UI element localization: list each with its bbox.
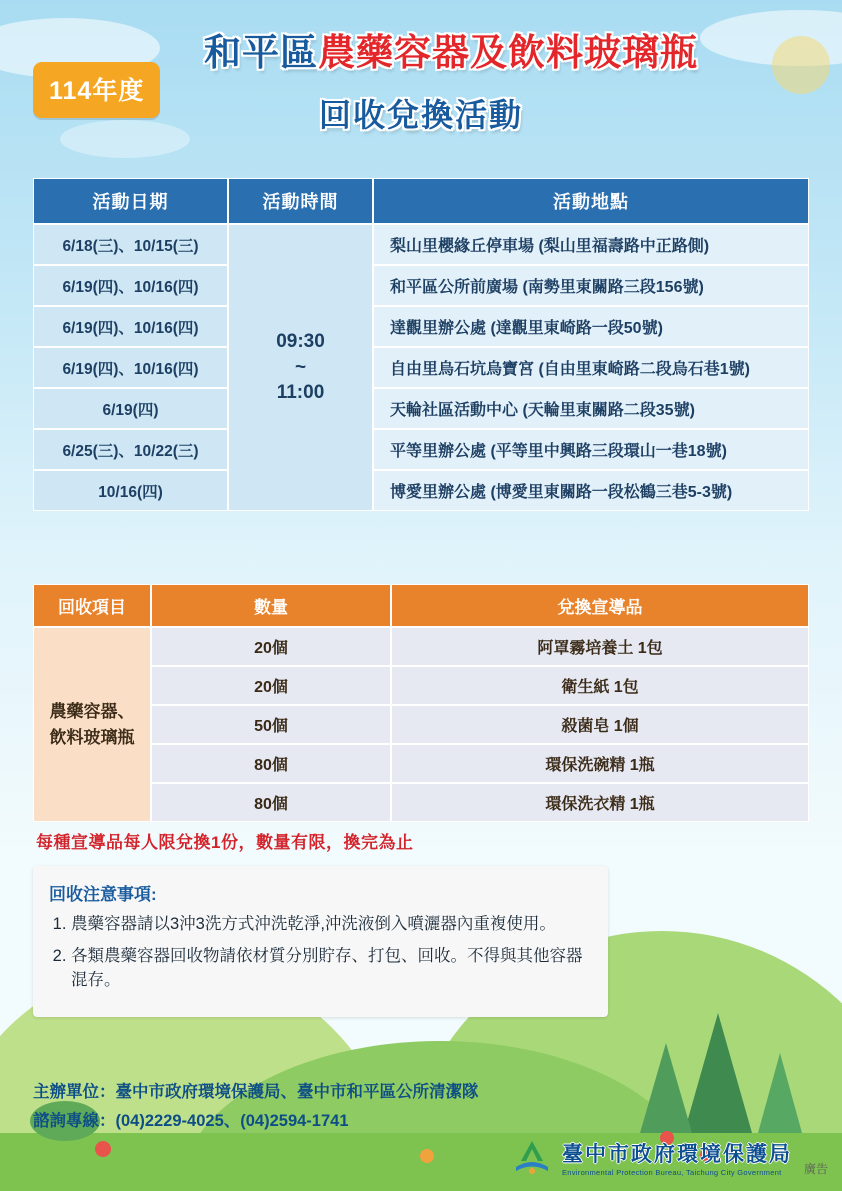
schedule-col-date: 活動日期: [33, 178, 228, 224]
year-badge: 114年度: [33, 62, 160, 118]
exchange-limit-note: 每種宣導品每人限兌換1份，數量有限，換完為止: [36, 833, 414, 852]
schedule-place: 天輪社區活動中心 (天輪里東關路二段35號): [373, 388, 809, 429]
ad-label: 廣告: [803, 1162, 828, 1176]
list-item: 1. 農藥容器請以3沖3洗方式沖洗乾淨,沖洗液倒入噴灑器內重複使用。: [71, 913, 592, 937]
schedule-date: 6/19(四)、10/16(四): [33, 347, 228, 388]
items-header-row: [33, 584, 809, 627]
items-gift: 殺菌皂 1個: [391, 705, 809, 744]
table-row: [33, 347, 809, 388]
items-qty: 20個: [151, 666, 391, 705]
schedule-date: 10/16(四): [33, 470, 228, 511]
items-col-gift: 兌換宣導品: [391, 584, 809, 627]
schedule-time-end: 11:00: [276, 382, 325, 404]
items-qty: 80個: [151, 744, 391, 783]
items-gift: 衛生紙 1包: [391, 666, 809, 705]
table-row: [33, 265, 809, 306]
logo-title-en: Environmental Protection Bureau, Taichung City Government: [561, 1167, 782, 1177]
notice-list: [49, 913, 592, 993]
page-title: [60, 22, 842, 76]
schedule-header-row: [33, 178, 809, 224]
exchange-items-table: [33, 584, 809, 822]
table-row: [33, 429, 809, 470]
title-part-pesticide: 農藥容器及: [318, 32, 508, 73]
notice-title: 回收注意事項:: [49, 885, 157, 904]
notice-box: [33, 866, 608, 1017]
schedule-date: 6/19(四): [33, 388, 228, 429]
items-gift: 環保洗碗精 1瓶: [391, 744, 809, 783]
tree-decoration: [684, 1013, 752, 1133]
table-row: [33, 224, 809, 265]
items-gift: 阿罩霧培養土 1包: [391, 627, 809, 666]
flower-decoration: [95, 1141, 111, 1157]
items-col-category: 回收項目: [33, 584, 151, 627]
logo-title-zh: 臺中市政府環境保護局: [561, 1142, 792, 1166]
flower-decoration: [420, 1149, 434, 1163]
table-row: [33, 388, 809, 429]
items-category-line2: 飲料玻璃瓶: [49, 727, 135, 747]
schedule-col-place: 活動地點: [373, 178, 809, 224]
table-row: [33, 627, 809, 666]
schedule-date: 6/25(三)、10/22(三): [33, 429, 228, 470]
table-row: [33, 306, 809, 347]
schedule-date: 6/18(三)、10/15(三): [33, 224, 228, 265]
title-part-bottle: 飲料玻璃瓶: [508, 32, 698, 73]
footer-info: [33, 1078, 479, 1136]
schedule-date: 6/19(四)、10/16(四): [33, 265, 228, 306]
items-category: [33, 627, 151, 822]
items-qty: 50個: [151, 705, 391, 744]
items-qty: 20個: [151, 627, 391, 666]
organizer-line: 主辦單位：臺中市政府環境保護局、臺中市和平區公所清潔隊: [33, 1083, 479, 1101]
logo-text-block: [562, 1138, 792, 1177]
items-gift: 環保洗衣精 1瓶: [391, 783, 809, 822]
poster-header: [0, 22, 842, 136]
epb-logo-icon: [510, 1137, 554, 1177]
schedule-time: [228, 224, 373, 511]
schedule-table: [33, 178, 809, 511]
table-row: [33, 470, 809, 511]
items-qty: 80個: [151, 783, 391, 822]
schedule-place: 博愛里辦公處 (博愛里東關路一段松鶴三巷5-3號): [373, 470, 809, 511]
schedule-col-time: 活動時間: [228, 178, 373, 224]
footer-logo: [510, 1137, 828, 1177]
schedule-place: 和平區公所前廣場 (南勢里東關路三段156號): [373, 265, 809, 306]
list-item: 2. 各類農藥容器回收物請依材質分別貯存、打包、回收。不得與其他容器混存。: [71, 945, 592, 993]
tree-decoration: [758, 1053, 802, 1133]
schedule-place: 梨山里櫻緣丘停車場 (梨山里福壽路中正路側): [373, 224, 809, 265]
schedule-place: 達觀里辦公處 (達觀里東崎路一段50號): [373, 306, 809, 347]
schedule-place: 自由里烏石坑烏寶宮 (自由里東崎路二段烏石巷1號): [373, 347, 809, 388]
items-category-line1: 農藥容器、: [49, 702, 135, 721]
items-col-qty: 數量: [151, 584, 391, 627]
schedule-time-separator: ~: [294, 356, 307, 378]
schedule-time-start: 09:30: [276, 331, 325, 353]
hotline-line: 諮詢專線：(04)2229-4025、(04)2594-1741: [33, 1111, 349, 1130]
page-subtitle: 回收兌換活動: [318, 97, 523, 133]
schedule-date: 6/19(四)、10/16(四): [33, 306, 228, 347]
schedule-place: 平等里辦公處 (平等里中興路三段環山一巷18號): [373, 429, 809, 470]
title-part-district: 和平區: [204, 32, 318, 73]
tree-decoration: [640, 1043, 692, 1133]
